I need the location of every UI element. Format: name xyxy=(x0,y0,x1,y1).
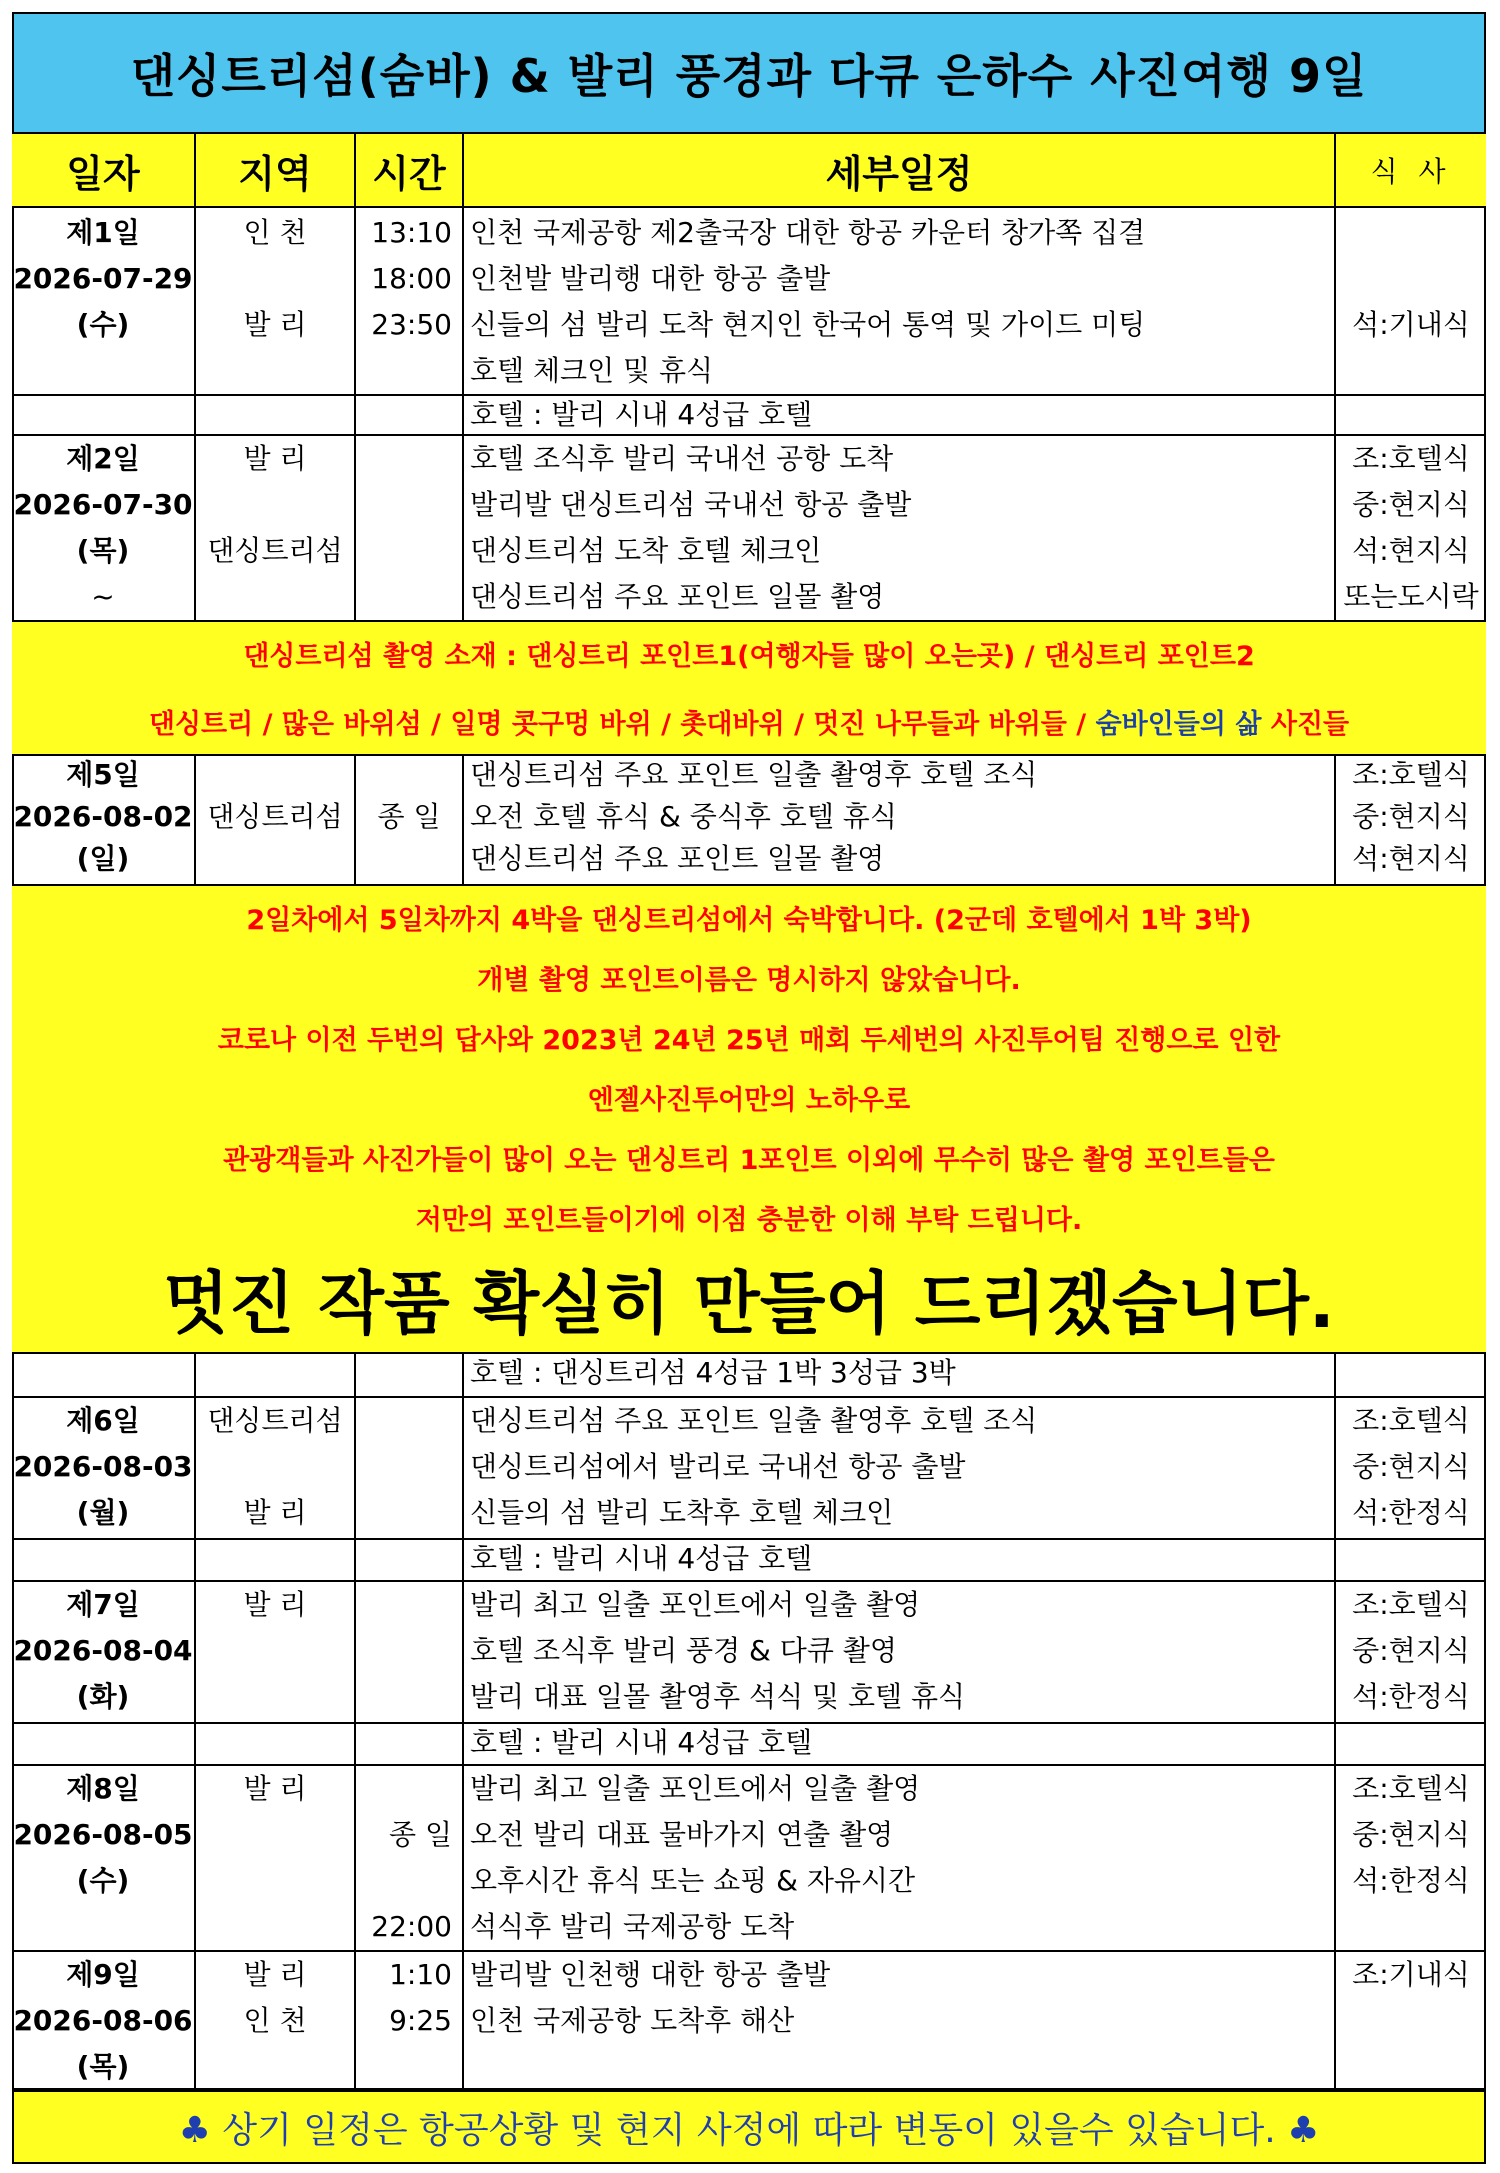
detail-line: 호텔 조식후 발리 풍경 & 다큐 촬영 xyxy=(470,1634,897,1667)
day-row-7 xyxy=(12,1582,1486,1766)
day-weekday: (수) xyxy=(76,308,130,341)
meal-text: 또는도시락 xyxy=(1343,580,1479,613)
day-weekday: (수) xyxy=(76,1864,130,1897)
day-cell xyxy=(12,1766,194,1950)
meal-text: 조:기내식 xyxy=(1352,1958,1470,1991)
day-weekday: (화) xyxy=(76,1680,130,1713)
header-region: 지역 xyxy=(194,134,354,206)
hotel-text: 호텔 : 발리 시내 4성급 호텔 xyxy=(470,398,813,431)
detail-line: 인천발 발리행 대한 항공 출발 xyxy=(470,262,831,295)
meal-text: 중:현지식 xyxy=(1352,1818,1470,1851)
meal-text: 석:현지식 xyxy=(1352,842,1470,875)
day-label: 제9일 xyxy=(66,1958,140,1991)
meal-cell xyxy=(1334,756,1486,884)
notice-line: 2일차에서 5일차까지 4박을 댄싱트리섬에서 숙박합니다. (2군데 호텔에서 1박 3박) xyxy=(246,905,1252,936)
header-day: 일자 xyxy=(66,151,140,196)
subjects-line-2 xyxy=(12,702,1486,741)
shooting-subjects-band xyxy=(12,622,1486,756)
detail-line: 발리발 인천행 대한 항공 출발 xyxy=(470,1958,831,1991)
detail-line: 인천 국제공항 도착후 해산 xyxy=(470,2004,795,2037)
day-cell xyxy=(12,436,194,620)
meal-cell xyxy=(1334,1952,1486,2088)
detail-line: 댄싱트리섬 주요 포인트 일출 촬영후 호텔 조식 xyxy=(470,758,1038,791)
notice-line: 저만의 포인트들이기에 이점 충분한 이해 부탁 드립니다. xyxy=(415,1205,1083,1236)
day-row-9 xyxy=(12,1952,1486,2090)
meal-text: 석:한정식 xyxy=(1352,1496,1470,1529)
detail-line: 호텔 체크인 및 휴식 xyxy=(470,354,714,387)
meal-cell xyxy=(1334,1766,1486,1950)
detail-line: 발리 최고 일출 포인트에서 일출 촬영 xyxy=(470,1588,921,1621)
detail-line: 신들의 섬 발리 도착 현지인 한국어 통역 및 가이드 미팅 xyxy=(470,308,1146,341)
detail-line: 발리 대표 일몰 촬영후 석식 및 호텔 휴식 xyxy=(470,1680,966,1713)
region-text: 발 리 xyxy=(243,1496,307,1529)
region-cell xyxy=(194,1952,354,2088)
meal-text: 조:호텔식 xyxy=(1352,758,1470,791)
time-text: 22:00 xyxy=(371,1910,452,1943)
detail-line: 댄싱트리섬 주요 포인트 일몰 촬영 xyxy=(470,842,885,875)
region-text: 댄싱트리섬 xyxy=(207,1404,343,1437)
notice-line: 관광객들과 사진가들이 많이 오는 댄싱트리 1포인트 이외에 무수히 많은 촬영 포인트들은 xyxy=(223,1145,1275,1176)
notice-line: 엔젤사진투어만의 노하우로 xyxy=(587,1085,911,1116)
hotel-text: 호텔 : 발리 시내 4성급 호텔 xyxy=(470,1542,813,1575)
detail-cell xyxy=(462,1766,1334,1950)
day-cell xyxy=(12,756,194,884)
day-weekday: (일) xyxy=(76,842,130,875)
time-text: 종 일 xyxy=(377,800,441,833)
day-label: 제6일 xyxy=(66,1404,140,1437)
day-date: 2026-07-29 xyxy=(13,262,193,295)
region-cell xyxy=(194,1766,354,1950)
detail-cell xyxy=(462,1354,1334,1396)
detail-line: 오전 발리 대표 물바가지 연출 촬영 xyxy=(470,1818,894,1851)
subjects-text-end: 사진들 xyxy=(1270,709,1350,740)
day-date: 2026-08-02 xyxy=(13,800,193,833)
region-cell xyxy=(194,756,354,884)
meal-text: 조:호텔식 xyxy=(1352,1772,1470,1805)
region-text: 댄싱트리섬 xyxy=(207,534,343,567)
detail-line: 인천 국제공항 제2출국장 대한 항공 카운터 창가쪽 집결 xyxy=(470,216,1146,249)
subjects-text: 댄싱트리 / 많은 바위섬 / 일명 콧구멍 바위 / 촛대바위 / 멋진 나무들과 바위들 / xyxy=(148,709,1087,740)
time-text: 23:50 xyxy=(371,308,452,341)
region-text: 발 리 xyxy=(243,308,307,341)
day-weekday: (월) xyxy=(76,1496,130,1529)
detail-line: 신들의 섬 발리 도착후 호텔 체크인 xyxy=(470,1496,894,1529)
meal-text: 조:호텔식 xyxy=(1352,1404,1470,1437)
subjects-highlight: 숨바인들의 삶 xyxy=(1095,709,1262,740)
header-meal: 식 사 xyxy=(1334,134,1486,206)
region-text: 발 리 xyxy=(243,1958,307,1991)
empty-cell xyxy=(12,1354,194,1396)
empty-cell xyxy=(354,1354,462,1396)
time-text: 9:25 xyxy=(389,2004,452,2037)
meal-text: 조:호텔식 xyxy=(1352,442,1470,475)
footer-note: ♣ 상기 일정은 항공상황 및 현지 사정에 따라 변동이 있을수 있습니다. ♣ xyxy=(12,2090,1486,2164)
notice-headline: 멋진 작품 확실히 만들어 드리겠습니다. xyxy=(163,1265,1335,1344)
day-range-mark: ~ xyxy=(91,580,115,613)
notice-line: 코로나 이전 두번의 답사와 2023년 24년 25년 매회 두세번의 사진투어팀 진행으로 인한 xyxy=(217,1025,1281,1056)
meal-text: 석:현지식 xyxy=(1352,534,1470,567)
time-cell xyxy=(354,436,462,620)
time-cell xyxy=(354,756,462,884)
day-date: 2026-07-30 xyxy=(13,488,193,521)
day-row-8 xyxy=(12,1766,1486,1952)
day-label: 제5일 xyxy=(66,758,140,791)
day-row-5 xyxy=(12,756,1486,886)
hotel-text: 호텔 : 댄싱트리섬 4성급 1박 3성급 3박 xyxy=(470,1356,956,1389)
detail-line: 댄싱트리섬 주요 포인트 일몰 촬영 xyxy=(470,580,885,613)
day-row-1 xyxy=(12,208,1486,436)
day-label: 제7일 xyxy=(66,1588,140,1621)
detail-line: 댄싱트리섬 주요 포인트 일출 촬영후 호텔 조식 xyxy=(470,1404,1038,1437)
header-time: 시간 xyxy=(354,134,462,206)
region-text: 인 천 xyxy=(243,216,307,249)
day-date: 2026-08-06 xyxy=(13,2004,193,2037)
region-text: 댄싱트리섬 xyxy=(207,800,343,833)
day-row-2 xyxy=(12,436,1486,622)
hotel-text: 호텔 : 발리 시내 4성급 호텔 xyxy=(470,1726,813,1759)
detail-line: 댄싱트리섬에서 발리로 국내선 항공 출발 xyxy=(470,1450,966,1483)
day-weekday: (목) xyxy=(76,534,130,567)
day-date: 2026-08-03 xyxy=(13,1450,193,1483)
detail-line: 댄싱트리섬 도착 호텔 체크인 xyxy=(470,534,822,567)
detail-line: 석식후 발리 국제공항 도착 xyxy=(470,1910,795,1943)
time-text: 13:10 xyxy=(371,216,452,249)
meal-text: 조:호텔식 xyxy=(1352,1588,1470,1621)
time-cell xyxy=(354,1952,462,2088)
header-detail: 세부일정 xyxy=(462,134,1334,206)
region-cell xyxy=(194,436,354,620)
time-text: 18:00 xyxy=(371,262,452,295)
day-cell xyxy=(12,1952,194,2088)
detail-line: 발리발 댄싱트리섬 국내선 항공 출발 xyxy=(470,488,912,521)
subjects-line-1: 댄싱트리섬 촬영 소재 : 댄싱트리 포인트1(여행자들 많이 오는곳) / 댄싱트리 포인트2 xyxy=(243,641,1255,672)
hotel-row xyxy=(12,1538,1486,1584)
detail-line: 오전 호텔 휴식 & 중식후 호텔 휴식 xyxy=(470,800,897,833)
meal-text: 중:현지식 xyxy=(1352,1634,1470,1667)
meal-text: 중:현지식 xyxy=(1352,800,1470,833)
region-text: 발 리 xyxy=(243,1772,307,1805)
day-date: 2026-08-04 xyxy=(13,1634,193,1667)
empty-cell xyxy=(1334,1354,1486,1396)
meal-text: 석:한정식 xyxy=(1352,1680,1470,1713)
time-cell xyxy=(354,1766,462,1950)
day-label: 제1일 xyxy=(66,216,140,249)
detail-cell xyxy=(462,756,1334,884)
page-title: 댄싱트리섬(숨바) & 발리 풍경과 다큐 은하수 사진여행 9일 xyxy=(12,12,1486,134)
meal-cell xyxy=(1334,436,1486,620)
day-label: 제2일 xyxy=(66,442,140,475)
hotel-row-dancing xyxy=(12,1354,1486,1398)
day-date: 2026-08-05 xyxy=(13,1818,193,1851)
meal-text: 중:현지식 xyxy=(1352,488,1470,521)
day-weekday: (목) xyxy=(76,2050,130,2083)
day-label: 제8일 xyxy=(66,1772,140,1805)
detail-line: 발리 최고 일출 포인트에서 일출 촬영 xyxy=(470,1772,921,1805)
meal-text: 석:기내식 xyxy=(1352,308,1470,341)
notice-band xyxy=(12,886,1486,1354)
time-text: 종 일 xyxy=(389,1818,452,1851)
meal-text: 중:현지식 xyxy=(1352,1450,1470,1483)
detail-line: 호텔 조식후 발리 국내선 공항 도착 xyxy=(470,442,894,475)
notice-line: 개별 촬영 포인트이름은 명시하지 않았습니다. xyxy=(477,965,1021,996)
region-text: 인 천 xyxy=(243,2004,307,2037)
empty-cell xyxy=(194,1354,354,1396)
region-text: 발 리 xyxy=(243,1588,307,1621)
detail-cell xyxy=(462,436,1334,620)
hotel-row xyxy=(12,394,1486,438)
detail-cell xyxy=(462,1952,1334,2088)
time-text: 1:10 xyxy=(389,1958,452,1991)
region-text: 발 리 xyxy=(243,442,307,475)
hotel-row xyxy=(12,1722,1486,1768)
table-header xyxy=(12,134,1486,208)
day-row-6 xyxy=(12,1398,1486,1582)
meal-text: 석:한정식 xyxy=(1352,1864,1470,1897)
detail-line: 오후시간 휴식 또는 쇼핑 & 자유시간 xyxy=(470,1864,916,1897)
